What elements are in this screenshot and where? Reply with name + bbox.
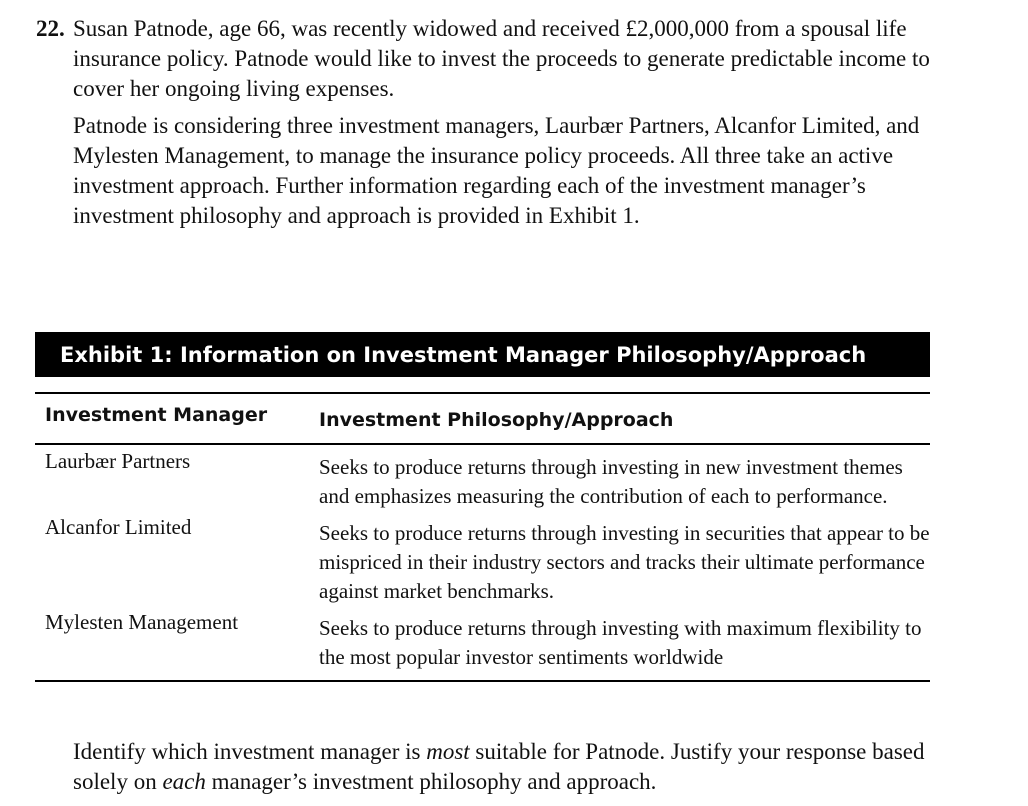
prompt-emphasis-each: each — [162, 769, 206, 794]
question-block — [36, 14, 936, 238]
exhibit-table — [35, 392, 930, 682]
prompt-emphasis-most: most — [426, 739, 470, 764]
exhibit-1 — [35, 332, 930, 682]
table-header-row — [35, 394, 930, 445]
manager-approach: Seeks to produce returns through investing in securities that appear to be mispriced in their industry sectors and tracks their ultimate performance against market benchmarks. — [319, 521, 930, 603]
manager-name: Alcanfor Limited — [45, 515, 192, 539]
question-paragraph-1: Susan Patnode, age 66, was recently widowed and received £2,000,000 from a spousal life insurance policy. Patnode would like to invest the proceeds to generate predictable income to cover her ongoing living expenses. — [73, 16, 930, 101]
manager-approach: Seeks to produce returns through investing in new investment themes and emphasizes measuring the contribution of each to performance. — [319, 455, 903, 508]
column-header-manager: Investment Manager — [45, 404, 268, 426]
manager-name: Laurbær Partners — [45, 449, 191, 473]
table-row — [35, 610, 930, 672]
table-row — [35, 515, 930, 606]
question-number: 22. — [36, 16, 65, 41]
question-prompt — [73, 737, 973, 797]
manager-approach: Seeks to produce returns through investing with maximum flexibility to the most popular investor sentiments worldwide — [319, 616, 922, 669]
table-row — [35, 449, 930, 511]
prompt-text-1: Identify which investment manager is — [73, 739, 427, 764]
prompt-text-2: suitable for Patnode. Justify your response based solely on — [73, 739, 925, 794]
exhibit-title: Exhibit 1: Information on Investment Manager Philosophy/Approach — [35, 332, 930, 377]
question-body — [73, 14, 936, 231]
column-header-approach: Investment Philosophy/Approach — [319, 409, 674, 431]
prompt-text-3: manager’s investment philosophy and approach. — [205, 769, 657, 794]
manager-name: Mylesten Management — [45, 610, 239, 634]
table-body — [35, 445, 930, 680]
question-paragraph-2: Patnode is considering three investment managers, Laurbær Partners, Alcanfor Limited, and Mylesten Management, to manage the insurance policy proceeds. All three take an active investment approach. Further information regarding each of the investment manager’s investment philosophy and approach is provided in Exhibit 1. — [73, 113, 920, 228]
